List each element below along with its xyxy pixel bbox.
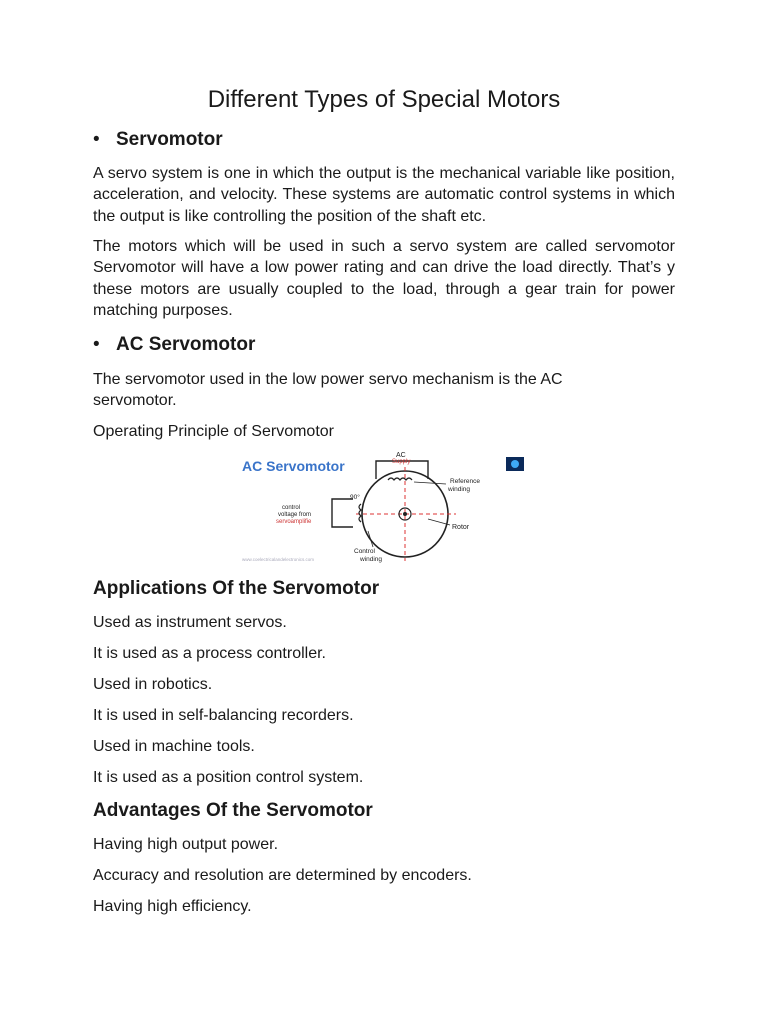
application-item: It is used as a process controller. bbox=[93, 645, 326, 662]
angle-label: 90° bbox=[350, 494, 360, 501]
control-winding-label: winding bbox=[360, 556, 383, 563]
ac-servomotor-diagram bbox=[238, 449, 530, 565]
application-item: It is used in self-balancing recorders. bbox=[93, 707, 354, 724]
section-heading-ac-servomotor bbox=[93, 334, 255, 356]
application-item: Used as instrument servos. bbox=[93, 614, 287, 631]
site-watermark: www.coelectricalandelectronics.com bbox=[242, 557, 315, 562]
servomotor-paragraph-2: The motors which will be used in such a servo system are called servomotor Servomotor will have a low power rating and can drive the load directly. That’s y these motors are usually coupled to the load, through a gear train for power matching purposes. bbox=[93, 238, 675, 319]
ac-servomotor-paragraph: The servomotor used in the low power servo mechanism is the AC servomotor. bbox=[93, 371, 563, 410]
rotor-label: Rotor bbox=[452, 524, 470, 531]
advantage-item: Accuracy and resolution are determined by encoders. bbox=[93, 867, 472, 884]
application-item: Used in machine tools. bbox=[93, 738, 255, 755]
figure-caption: Operating Principle of Servomotor bbox=[93, 423, 334, 440]
heading-text: Servomotor bbox=[116, 129, 223, 150]
diagram-title: AC Servomotor bbox=[242, 458, 345, 474]
application-item: It is used as a position control system. bbox=[93, 769, 364, 786]
applications-heading: Applications Of the Servomotor bbox=[93, 578, 380, 599]
cv-label-1: control bbox=[282, 505, 301, 511]
application-item: Used in robotics. bbox=[93, 676, 213, 693]
advantage-item: Having high output power. bbox=[93, 836, 279, 853]
section-heading-servomotor bbox=[93, 129, 223, 151]
reference-label: Reference bbox=[450, 478, 480, 485]
ac-label: AC bbox=[396, 452, 406, 459]
advantages-heading: Advantages Of the Servomotor bbox=[93, 800, 373, 821]
servomotor-paragraph-1: A servo system is one in which the output is the mechanical variable like position, acceleration, and velocity. These systems are automatic control systems in which the output is like controlling the position of the shaft etc. bbox=[93, 165, 675, 225]
reference-winding-label: winding bbox=[448, 486, 471, 493]
supply-label: Supply bbox=[392, 459, 411, 465]
advantage-item: Having high efficiency. bbox=[93, 898, 252, 915]
page-title: Different Types of Special Motors bbox=[207, 86, 561, 113]
control-label: Control bbox=[354, 548, 375, 555]
bullet-icon: • bbox=[93, 334, 100, 355]
cv-label-3: servoamplifie bbox=[276, 519, 312, 525]
cv-label-2: voltage from bbox=[278, 512, 312, 518]
heading-text: AC Servomotor bbox=[116, 334, 256, 355]
bullet-icon: • bbox=[93, 129, 100, 150]
